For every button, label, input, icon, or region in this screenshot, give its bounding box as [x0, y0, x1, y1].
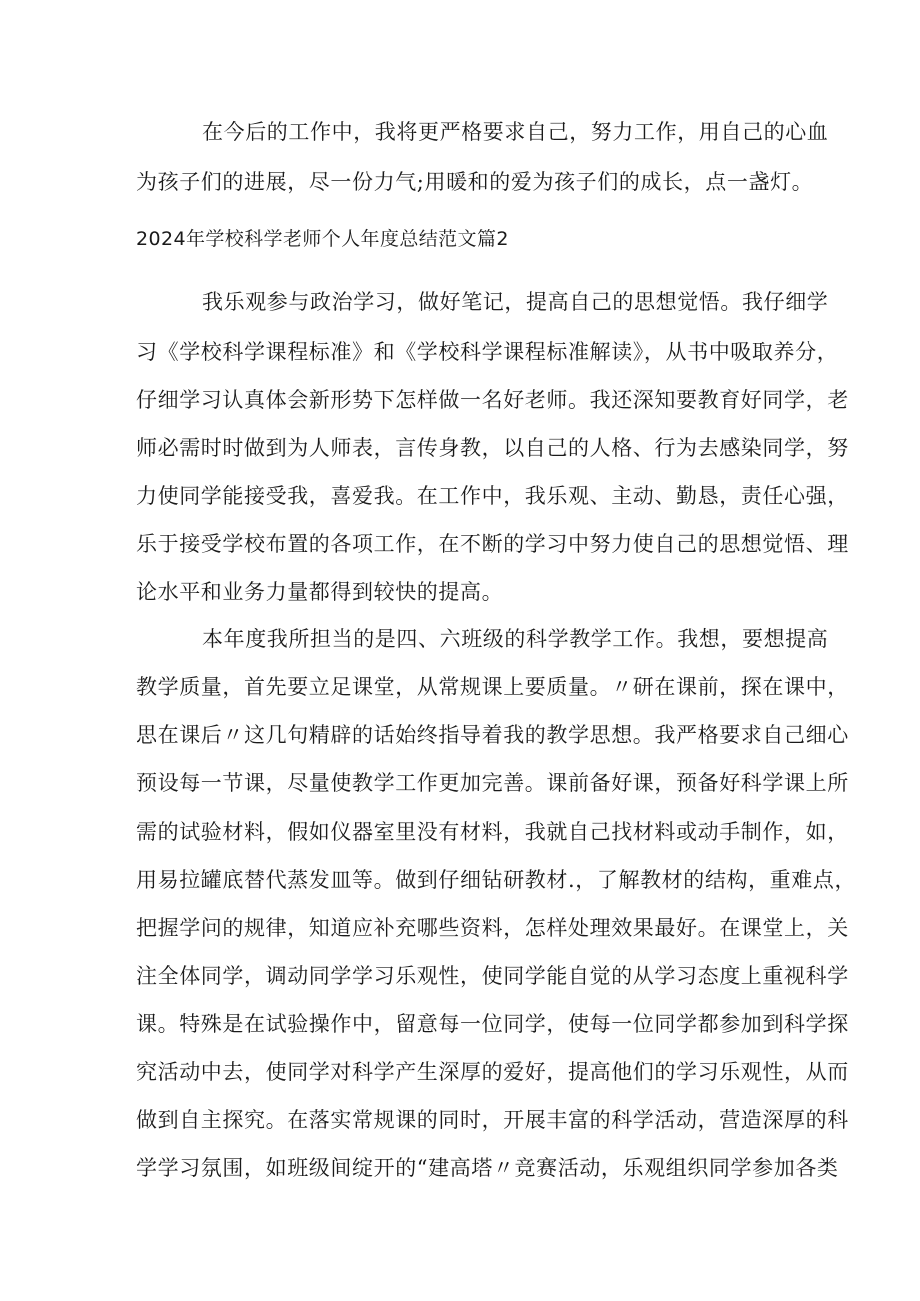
paragraph-line: 我乐观参与政治学习，做好笔记，提高自己的思想觉悟。我仔细学	[202, 290, 829, 314]
paragraph-line: 力使同学能接受我，喜爱我。在工作中，我乐观、主动、勤恳，责任心强，	[136, 484, 849, 508]
paragraph-line: 课。特殊是在试验操作中，留意每一位同学，使每一位同学都参加到科学探	[136, 1012, 849, 1036]
paragraph-line: 注全体同学，调动同学学习乐观性，使同学能自觉的从学习态度上重视科学	[136, 964, 849, 988]
paragraph-line: 师必需时时做到为人师表，言传身教，以自己的人格、行为去感染同学，努	[136, 436, 849, 460]
paragraph-line: 仔细学习认真体会新形势下怎样做一名好老师。我还深知要教育好同学，老	[136, 388, 849, 412]
paragraph-line: 预设每一节课，尽量使教学工作更加完善。课前备好课，预备好科学课上所	[136, 771, 849, 795]
paragraph-line: 教学质量，首先要立足课堂，从常规课上要质量。〃研在课前，探在课中，	[136, 675, 849, 699]
paragraph-line: 做到自主探究。在落实常规课的同时，开展丰富的科学活动，营造深厚的科	[136, 1108, 849, 1132]
paragraph-line: 在今后的工作中，我将更严格要求自己，努力工作，用自己的心血	[202, 120, 829, 144]
paragraph-line: 乐于接受学校布置的各项工作，在不断的学习中努力使自己的思想觉悟、理	[136, 532, 849, 556]
paragraph-line: 论水平和业务力量都得到较快的提高。	[136, 580, 504, 604]
paragraph-line: 思在课后〃这几句精辟的话始终指导着我的教学思想。我严格要求自己细心	[136, 723, 849, 747]
paragraph-line: 用易拉罐底替代蒸发皿等。做到仔细钻研教材.，了解教材的结构，重难点，	[136, 868, 857, 892]
section-heading: 2024年学校科学老师个人年度总结范文篇2	[136, 228, 509, 250]
paragraph-line: 学学习氛围，如班级间绽开的“建高塔〃竞赛活动，乐观组织同学参加各类	[136, 1156, 839, 1180]
paragraph-line: 为孩子们的进展，尽一份力气;用暖和的爱为孩子们的成长，点一盏灯。	[136, 170, 814, 194]
paragraph-line: 把握学问的规律，知道应补充哪些资料，怎样处理效果最好。在课堂上，关	[136, 916, 849, 940]
paragraph-line: 究活动中去，使同学对科学产生深厚的爱好，提高他们的学习乐观性，从而	[136, 1060, 849, 1084]
paragraph-line: 习《学校科学课程标准》和《学校科学课程标准解读》，从书中吸取养分，	[136, 340, 839, 364]
paragraph-line: 本年度我所担当的是四、六班级的科学教学工作。我想，要想提高	[202, 627, 829, 651]
paragraph-line: 需的试验材料，假如仪器室里没有材料，我就自己找材料或动手制作，如，	[136, 820, 849, 844]
